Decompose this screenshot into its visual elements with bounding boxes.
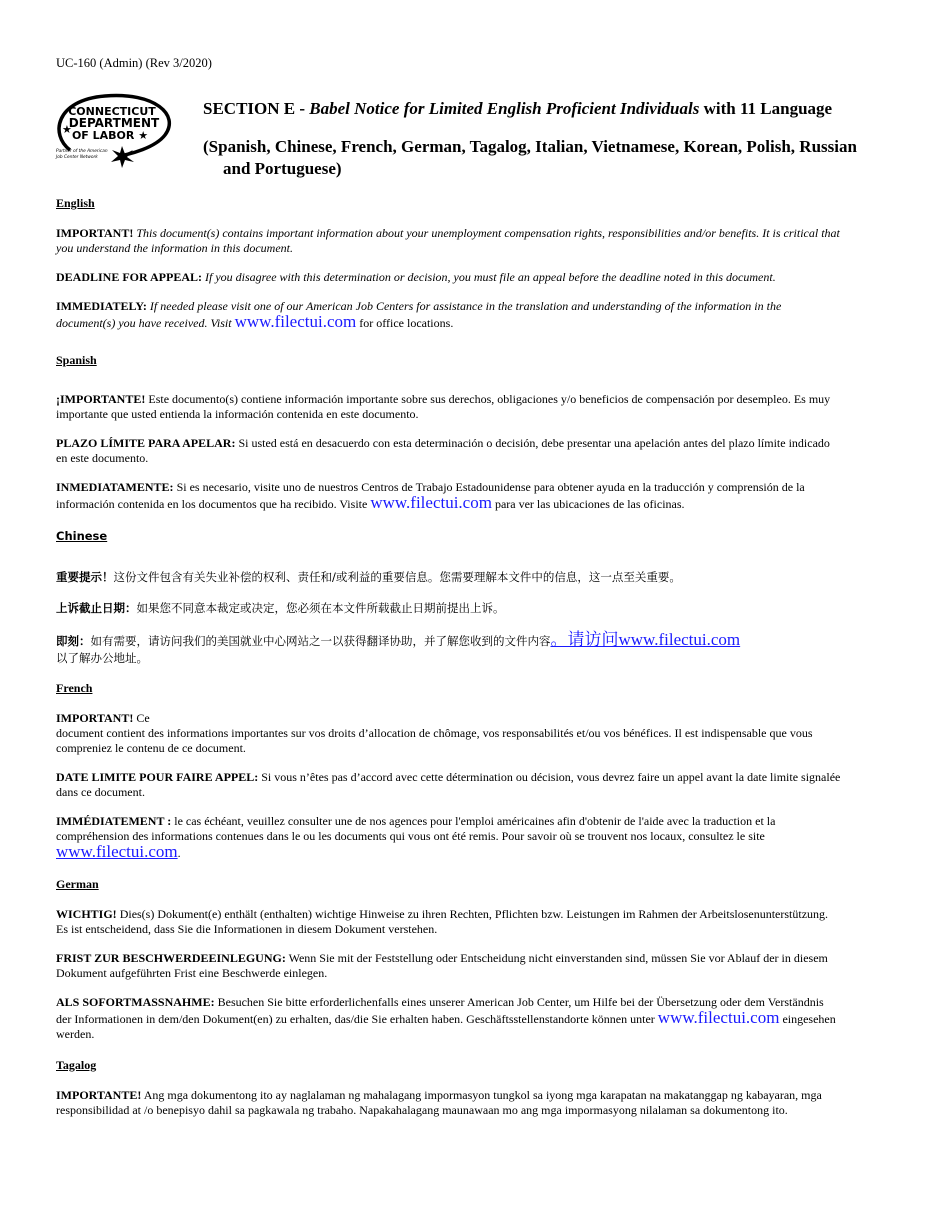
- notice-paragraph: [56, 631, 841, 667]
- section-heading: German: [56, 877, 99, 891]
- svg-text:Partner of the American: Partner of the American: [56, 149, 108, 154]
- notice-paragraph: [56, 711, 841, 756]
- paragraph-lead: FRIST ZUR BESCHWERDEEINLEGUNG:: [56, 951, 286, 965]
- paragraph-lead: ALS SOFORTMASSNAHME:: [56, 995, 215, 1009]
- paragraph-lead: DEADLINE FOR APPEAL:: [56, 270, 203, 284]
- paragraph-after: para ver las ubicaciones de las oficinas.: [491, 497, 685, 511]
- paragraph-after: .: [177, 846, 181, 860]
- section-tagalog: [56, 1058, 841, 1118]
- paragraph-text: If you disagree with this determination or decision, you must file an appeal before the deadline noted in this document.: [202, 270, 776, 284]
- paragraph-text: Ce: [133, 711, 150, 725]
- paragraph-lead: PLAZO LÍMITE PARA APELAR:: [56, 436, 236, 450]
- website-link[interactable]: 。请访问www.filectui.com: [550, 630, 741, 649]
- notice-paragraph: [56, 226, 841, 256]
- notice-paragraph: [56, 480, 841, 512]
- paragraph-lead: IMPORTANT!: [56, 711, 134, 725]
- notice-paragraph: [56, 600, 841, 617]
- languages-list: (Spanish, Chinese, French, German, Tagalog, Italian, Vietnamese, Korean, Polish, Russian: [203, 137, 857, 156]
- svg-text:CONNECTICUT: CONNECTICUT: [68, 105, 156, 118]
- website-link[interactable]: www.filectui.com: [56, 842, 178, 861]
- paragraph-lead: 重要提示！: [56, 570, 114, 584]
- notice-paragraph: [56, 1088, 841, 1118]
- paragraph-lead: IMMÉDIATEMENT :: [56, 814, 172, 828]
- paragraph-lead: 上诉截止日期：: [56, 601, 137, 615]
- paragraph-text: Dies(s) Dokument(e) enthält (enthalten) wichtige Hinweise zu ihren Rechten, Pflichten bzw. Leistungen im Rahmen der Arbeitslosenunterstützung. Es ist entscheidend, dass Sie die Informationen in diesem Dokument verstehen.: [56, 907, 829, 936]
- paragraph-text: Si es necesario, visite uno de nuestros Centros de Trabajo Estadounidense para obtener ayuda en la traducción y comprensión de la información contenida en los documentos que ha recibido. Visite: [56, 480, 805, 511]
- notice-paragraph: [56, 270, 841, 285]
- notice-paragraph: [56, 995, 841, 1042]
- paragraph-lead: 即刻：: [56, 634, 91, 648]
- paragraph-text: 如有需要，请访问我们的美国就业中心网站之一以获得翻译协助，并了解您收到的文件内容: [90, 634, 551, 648]
- section-heading: English: [56, 196, 95, 210]
- paragraph-text: Ang mga dokumentong ito ay naglalaman ng mahalagang impormasyon tungkol sa iyong mga karapatan na makatanggap ng kabayaran, mga responsibilidad at /o benepisyo dahil sa pagkawala ng trabaho. Napakahalagang maunawaan mo ang mga impormasyong nilalaman sa dokumentong ito.: [56, 1088, 822, 1117]
- section-french: [56, 681, 841, 861]
- section-chinese: [56, 528, 841, 667]
- website-link[interactable]: www.filectui.com: [234, 312, 357, 331]
- svg-text:Job Center Network: Job Center Network: [56, 155, 98, 160]
- paragraph-text: 这份文件包含有关失业补偿的权利、责任和/或利益的重要信息。您需要理解本文件中的信息，这一点至关重要。: [113, 570, 681, 584]
- section-english: [56, 196, 841, 331]
- paragraph-lead: WICHTIG!: [56, 907, 117, 921]
- section-heading: Spanish: [56, 353, 97, 367]
- paragraph-text: le cas échéant, veuillez consulter une de nos agences pour l'emploi américaines afin d'obtenir de l'aide avec la traduction et la compréhension des informations contenues dans le ou les documents qui vous ont été remis. Pour savoir où se trouvent nos locaux, consultez le site: [56, 814, 776, 843]
- paragraph-lead: INMEDIATAMENTE:: [56, 480, 174, 494]
- svg-text:DEPARTMENT: DEPARTMENT: [68, 116, 160, 130]
- svg-text:OF LABOR ★: OF LABOR ★: [71, 129, 149, 142]
- section-heading: French: [56, 681, 93, 695]
- paragraph-after: 以了解办公地址。: [56, 651, 148, 665]
- notice-paragraph: [56, 392, 841, 422]
- paragraph-lead: IMPORTANTE!: [56, 1088, 142, 1102]
- section-heading: Chinese: [56, 529, 108, 543]
- notice-paragraph: [56, 814, 841, 861]
- section-spanish: [56, 353, 841, 512]
- paragraph-text: Si usted está en desacuerdo con esta determinación o decisión, debe presentar una apelación antes del plazo límite indicado en este documento.: [56, 436, 830, 465]
- paragraph-text: 如果您不同意本裁定或决定，您必须在本文件所载截止日期前提出上诉。: [136, 601, 505, 615]
- notice-paragraph: [56, 951, 841, 981]
- section-german: [56, 877, 841, 1042]
- notice-paragraph: [56, 770, 841, 800]
- form-number: UC-160 (Admin) (Rev 3/2020): [56, 56, 212, 70]
- notice-body: [56, 196, 841, 1132]
- paragraph-text: If needed please visit one of our American Job Centers for assistance in the translation and understanding of the information in the document(s) you have received. Visit: [56, 299, 782, 330]
- paragraph-lead: ¡IMPORTANTE!: [56, 392, 146, 406]
- paragraph-lead: IMPORTANT!: [56, 226, 134, 240]
- notice-paragraph: [56, 436, 841, 466]
- paragraph-lead: DATE LIMITE POUR FAIRE APPEL:: [56, 770, 259, 784]
- paragraph-text: This document(s) contains important information about your unemployment compensation rights, responsibilities and/or benefits. It is critical that you understand the information in this document.: [56, 226, 840, 255]
- section-heading: Tagalog: [56, 1058, 97, 1072]
- notice-paragraph: [56, 907, 841, 937]
- paragraph-text-cont: document contient des informations importantes sur vos droits d’allocation de chômage, vos responsabilités et/ou vos bénéfices. Il est indispensable que vous compreniez le contenu de ce document.: [56, 726, 813, 755]
- notice-paragraph: [56, 299, 841, 331]
- website-link[interactable]: www.filectui.com: [370, 493, 492, 512]
- svg-text:★: ★: [62, 124, 72, 136]
- notice-paragraph: [56, 569, 841, 586]
- paragraph-after: eingesehen werden.: [56, 1012, 836, 1041]
- section-title: SECTION E - Babel Notice for Limited English Proficient Individuals with 11 Language (Spanish, Chinese, French, German, Tagalog, Italian, Vietnamese, Korean, Polish, Russian and Portuguese): [203, 98, 903, 180]
- paragraph-after: for office locations.: [356, 316, 454, 330]
- website-link[interactable]: www.filectui.com: [657, 1008, 780, 1027]
- paragraph-lead: IMMEDIATELY:: [56, 299, 147, 313]
- paragraph-text: Si vous n’êtes pas d’accord avec cette détermination ou décision, vous devrez faire un appel avant la date limite signalée dans ce document.: [56, 770, 841, 799]
- paragraph-text: Wenn Sie mit der Feststellung oder Entscheidung nicht einverstanden sind, müssen Sie vor Ablauf der in diesem Dokument aufgeführten Frist eine Beschwerde einlegen.: [56, 951, 828, 980]
- ct-dol-logo: [50, 90, 176, 170]
- paragraph-text: Este documento(s) contiene información importante sobre sus derechos, obligaciones y/o beneficios de compensación por desempleo. Es muy importante que usted entienda la información contenida en este documento.: [56, 392, 831, 421]
- paragraph-text: Besuchen Sie bitte erforderlichenfalls eines unserer American Job Center, um Hilfe bei der Übersetzung oder dem Verständnis der Informationen in dem/den Dokument(en) zu erhalten, das/die Sie erhalten haben. Geschäftsstellenstandorte können unter: [56, 995, 824, 1026]
